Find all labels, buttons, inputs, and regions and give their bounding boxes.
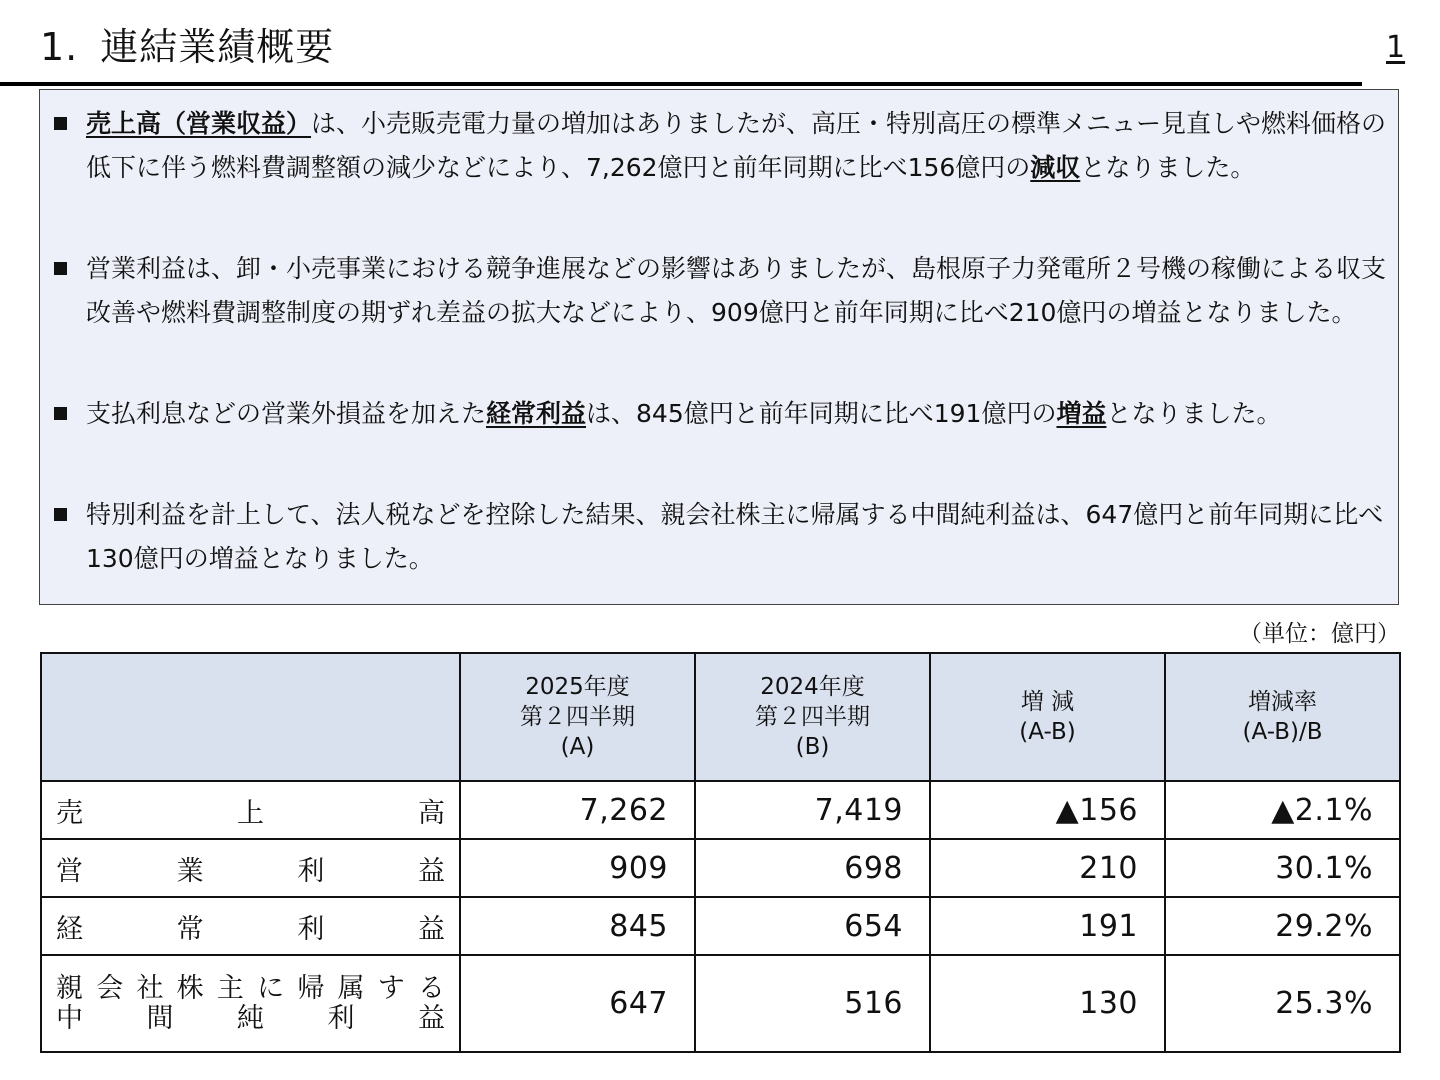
table-row (41, 781, 1400, 839)
header-current-period: 2025年度 第２四半期 (A) (460, 653, 695, 781)
table-row (41, 897, 1400, 955)
summary-bullet-sales (54, 102, 1389, 190)
cell-change: 130 (930, 955, 1165, 1052)
header-prior-period: 2024年度 第２四半期 (B) (695, 653, 930, 781)
emphasis-revenue-decrease: 減収 (1030, 153, 1081, 182)
cell-current: 647 (460, 955, 695, 1052)
summary-bullet-net-income (54, 493, 1389, 581)
square-bullet-icon (54, 407, 67, 420)
row-label-sales: 売 上 高 (41, 781, 460, 839)
cell-prior: 516 (695, 955, 930, 1052)
results-table (40, 652, 1401, 1053)
emphasis-profit-increase: 増益 (1056, 399, 1107, 428)
unit-label: （単位：億円） (1239, 621, 1400, 647)
cell-rate: 30.1% (1165, 839, 1400, 897)
row-label-ordinary-profit: 経 常 利 益 (41, 897, 460, 955)
page-title (40, 22, 334, 72)
title-divider (0, 82, 1362, 86)
cell-prior: 7,419 (695, 781, 930, 839)
section-number: 1. (40, 25, 79, 69)
summary-box (39, 89, 1399, 605)
section-title: 連結業績概要 (100, 25, 335, 69)
cell-rate: 29.2% (1165, 897, 1400, 955)
row-label-net-income: 親 会 社 株 主 に 帰 属 す る 中 間 純 利 益 (41, 955, 460, 1052)
table-header-row (41, 653, 1400, 781)
square-bullet-icon (54, 117, 67, 130)
table-row (41, 839, 1400, 897)
row-label-operating-profit: 営 業 利 益 (41, 839, 460, 897)
cell-change: 210 (930, 839, 1165, 897)
summary-bullet-ordinary-profit (54, 392, 1389, 436)
square-bullet-icon (54, 262, 67, 275)
bullet-text: 特別利益を計上して、法人税などを控除した結果、親会社株主に帰属する中間純利益は、647億円と前年同期に比べ130億円の増益となりました。 (86, 500, 1384, 573)
cell-prior: 654 (695, 897, 930, 955)
cell-current: 7,262 (460, 781, 695, 839)
bullet-text: 営業利益は、卸・小売事業における競争進展などの影響はありましたが、島根原子力発電所２号機の稼働による収支改善や燃料費調整制度の期ずれ差益の拡大などにより、909億円と前年同期に比べ210億円の増益となりました。 (86, 254, 1387, 327)
cell-change: ▲156 (930, 781, 1165, 839)
header-change: 増 減 (A-B) (930, 653, 1165, 781)
page-number: 1 (1386, 30, 1406, 65)
header-change-rate: 増減率 (A-B)/B (1165, 653, 1400, 781)
cell-current: 845 (460, 897, 695, 955)
bullet-text: 売上高（営業収益）は、小売販売電力量の増加はありましたが、高圧・特別高圧の標準メニュー見直しや燃料価格の低下に伴う燃料費調整額の減少などにより、7,262億円と前年同期に比べ156億円の減収となりました。 (86, 109, 1387, 182)
cell-rate: 25.3% (1165, 955, 1400, 1052)
cell-current: 909 (460, 839, 695, 897)
header-blank (41, 653, 460, 781)
table-row (41, 955, 1400, 1052)
cell-rate: ▲2.1% (1165, 781, 1400, 839)
square-bullet-icon (54, 508, 67, 521)
emphasis-ordinary-profit: 経常利益 (486, 399, 587, 428)
bullet-text: 支払利息などの営業外損益を加えた経常利益は、845億円と前年同期に比べ191億円の増益となりました。 (86, 399, 1282, 428)
summary-bullet-operating-profit (54, 247, 1389, 335)
emphasis-sales: 売上高（営業収益） (86, 109, 312, 138)
cell-change: 191 (930, 897, 1165, 955)
cell-prior: 698 (695, 839, 930, 897)
